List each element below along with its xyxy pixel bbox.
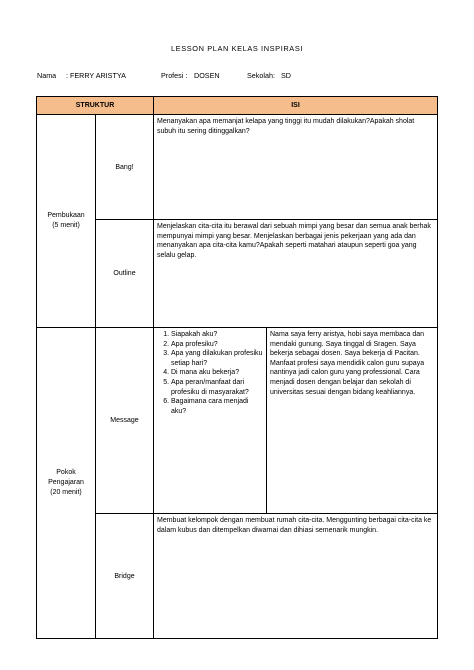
list-item: 3. Apa yang dilakukan profesiku setiap hari? xyxy=(171,349,263,368)
bridge-text: Membuat kelompok dengan membuat rumah cita-cita. Menggunting berbagai cita-cita ke dalam kubus dan ditempelkan diwarnai dan dihiasi semenarik mungkin. xyxy=(154,514,438,639)
nama-value: : FERRY ARISTYA xyxy=(66,71,126,80)
profesi-label: Profesi : xyxy=(161,71,188,80)
pembukaan-label: Pembukaan xyxy=(47,212,85,219)
question-list xyxy=(157,330,263,416)
pembukaan-cell xyxy=(37,115,96,328)
outline-text: Menjelaskan cita-cita itu berawal dari sebuah mimpi yang besar dan semua anak berhak mempunyai mimpi yang besar. Menjelaskan berbagai jenis pekerjaan yang ada dan menanyakan apa cita-cita kamu?Apakah seperti matahari ataupun seperti goa yang selalu gelap. xyxy=(154,220,438,328)
pokok-label-2: Pengajaran xyxy=(48,479,84,486)
header-isi: ISI xyxy=(154,97,438,115)
pokok-cell xyxy=(37,328,96,639)
table-row xyxy=(37,220,438,328)
document-title: LESSON PLAN KELAS INSPIRASI xyxy=(170,44,304,53)
header-struktur: STRUKTUR xyxy=(37,97,154,115)
profesi-value: DOSEN xyxy=(194,71,220,80)
lesson-plan-table xyxy=(36,96,438,639)
nama-label: Nama xyxy=(37,71,57,80)
list-item: 5. Apa peran/manfaat dari profesiku di masyarakat? xyxy=(171,378,263,397)
pembukaan-duration: (5 menit) xyxy=(52,222,80,229)
table-header-row xyxy=(37,97,438,115)
table-row xyxy=(37,328,438,514)
list-item: 2. Apa profesiku? xyxy=(171,340,263,350)
list-item: 4. Di mana aku bekerja? xyxy=(171,368,263,378)
sekolah-value: SD xyxy=(281,71,291,80)
list-item: 1. Siapakah aku? xyxy=(171,330,263,340)
outline-label: Outline xyxy=(96,220,154,328)
bang-label: Bang! xyxy=(96,115,154,220)
message-label: Message xyxy=(96,328,154,514)
pokok-label-1: Pokok xyxy=(56,469,76,476)
bang-text: Menanyakan apa memanjat kelapa yang tinggi itu mudah dilakukan?Apakah sholat subuh itu sering ditinggalkan? xyxy=(154,115,438,220)
pokok-duration: (20 menit) xyxy=(50,489,82,496)
table-row xyxy=(37,514,438,639)
message-answer: Nama saya ferry aristya, hobi saya membaca dan mendaki gunung. Saya tinggal di Sragen. Saya bekerja sebagai dosen. Saya bekerja di Pacitan. Manfaat profesi saya mendidik calon guru supaya nantinya jadi calon guru yang professional. Cara menjadi dosen dengan belajar dan sekolah di universitas sesuai dengan bidang keahliannya. xyxy=(267,328,438,514)
message-questions xyxy=(154,328,267,514)
bridge-label: Bridge xyxy=(96,514,154,639)
table-row xyxy=(37,115,438,220)
list-item: 6. Bagaimana cara menjadi aku? xyxy=(171,397,263,416)
sekolah-label: Sekolah: xyxy=(247,71,275,80)
